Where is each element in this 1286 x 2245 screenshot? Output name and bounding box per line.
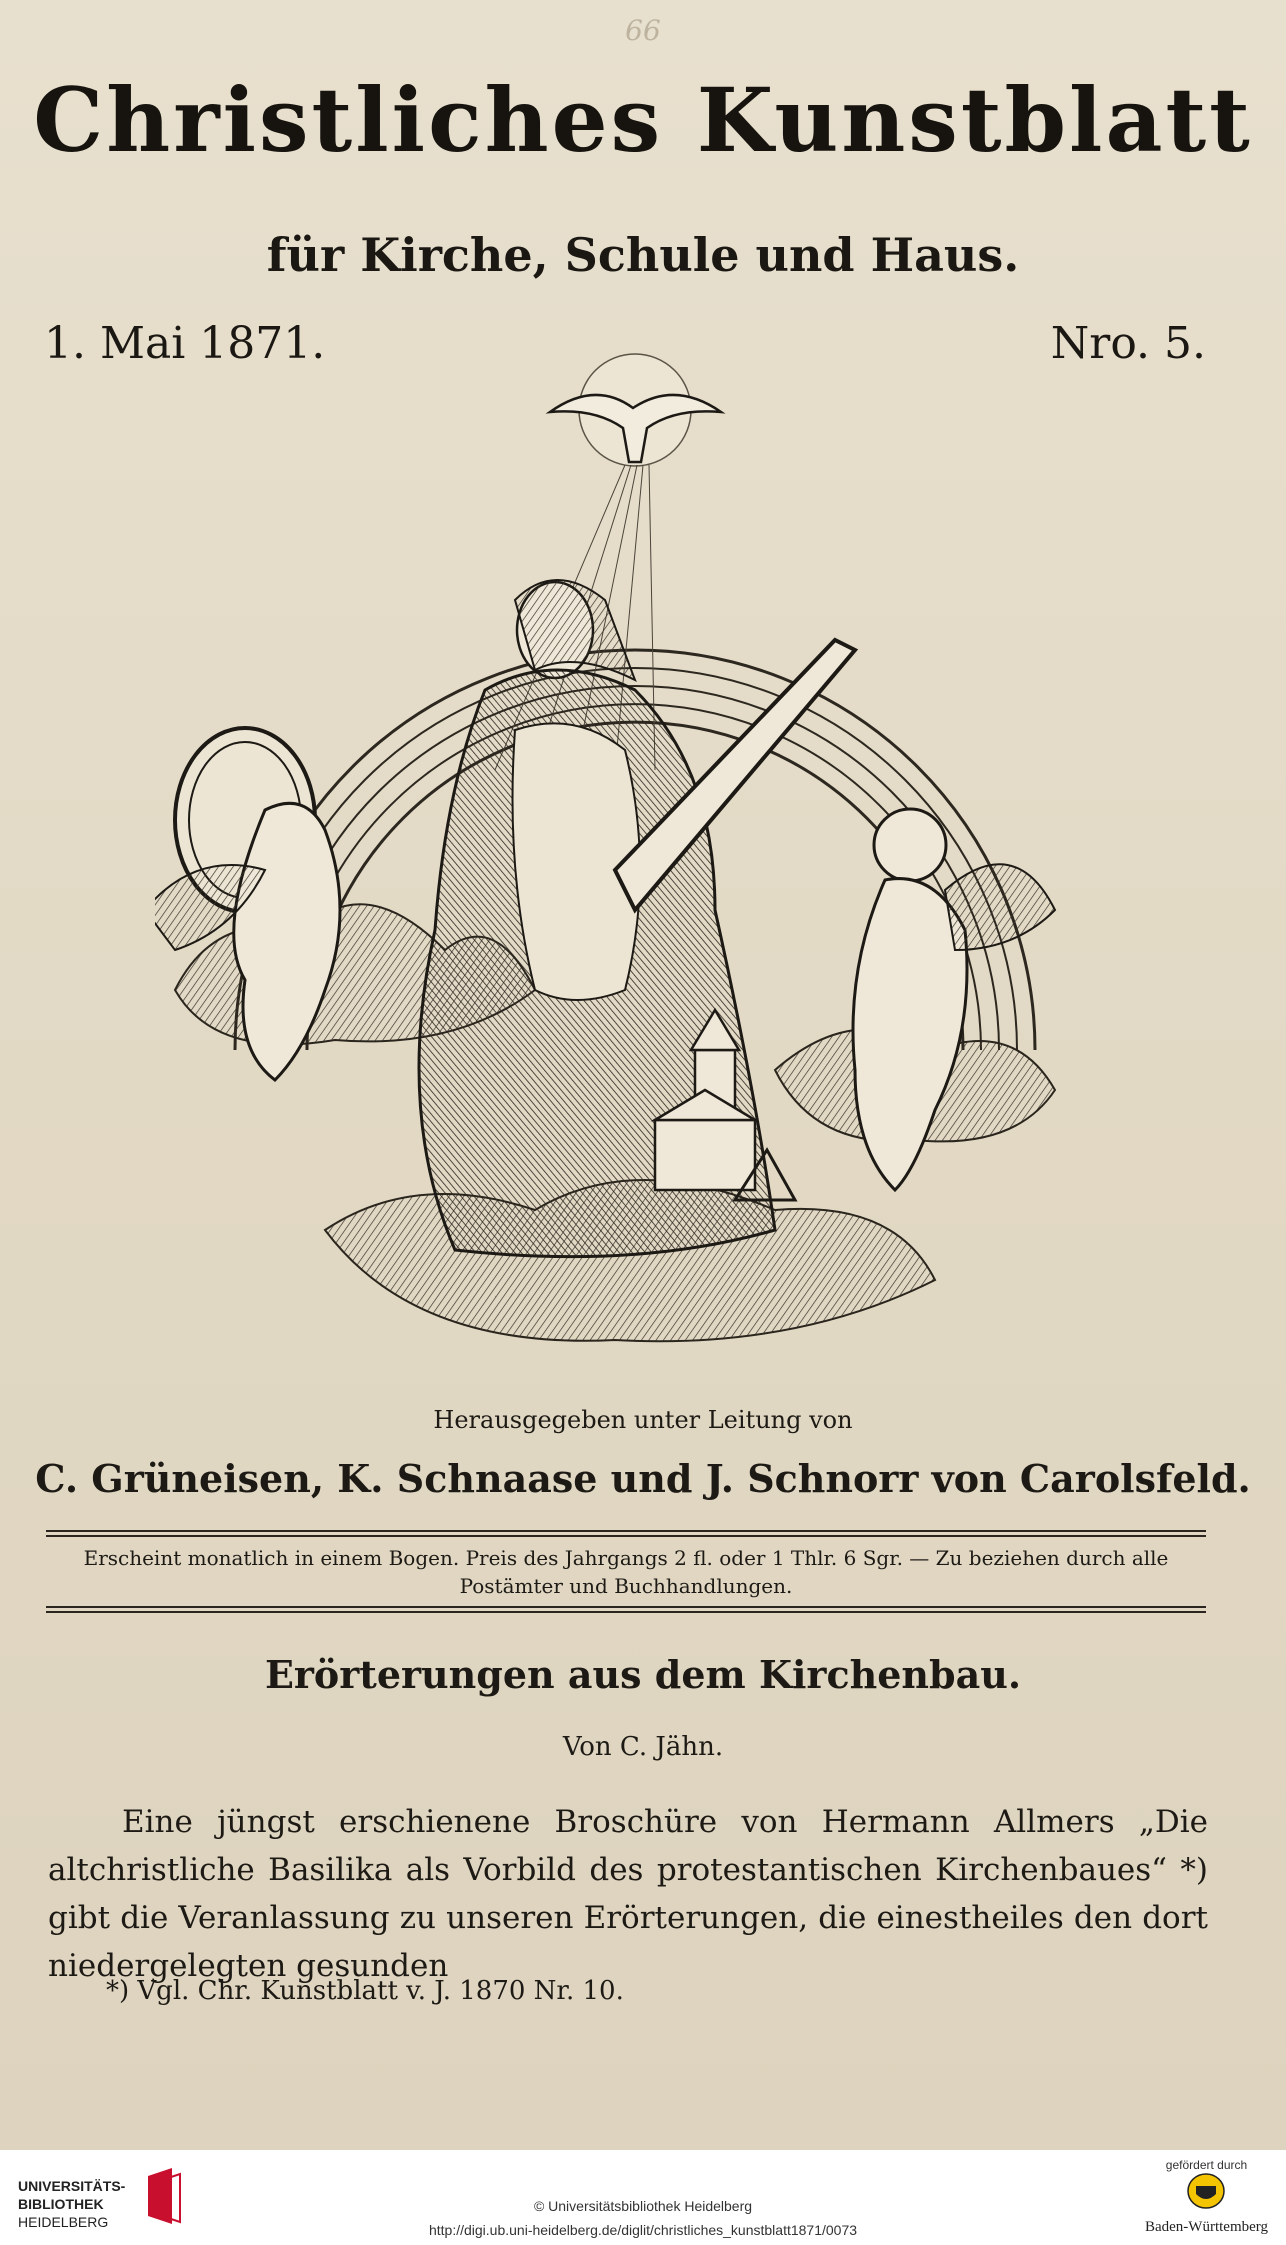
article-title: Erörterungen aus dem Kirchenbau. xyxy=(264,1652,1022,1697)
subscription-notice: Erscheint monatlich in einem Bogen. Preis des Jahrgangs 2 fl. oder 1 Thlr. 6 Sgr. — Zu beziehen durch alle Postämter und Buchhandlungen. xyxy=(83,1546,1169,1598)
permalink-url[interactable]: http://digi.ub.uni-heidelberg.de/diglit/christliches_kunstblatt1871/0073 xyxy=(428,2222,858,2238)
sponsor-block[interactable] xyxy=(1145,2158,1268,2236)
issue-number: Nro. 5. xyxy=(1050,318,1206,369)
library-name-line1: UNIVERSITÄTS- xyxy=(18,2178,126,2194)
divider-bottom-inner xyxy=(46,1611,1206,1613)
editors-line: C. Grüneisen, K. Schnaase und J. Schnorr von Carolsfeld. xyxy=(35,1456,1251,1501)
divider-top-inner xyxy=(46,1535,1206,1537)
engraving-illustration xyxy=(155,350,1115,1395)
dove-icon xyxy=(550,395,721,462)
church-model-nave xyxy=(655,1120,755,1190)
divider-top xyxy=(46,1530,1206,1532)
sponsor-name: Baden-Württemberg xyxy=(1144,2219,1268,2235)
library-name-line2: BIBLIOTHEK xyxy=(18,2196,104,2212)
edited-by-line: Herausgegeben unter Leitung von xyxy=(433,1406,853,1434)
article-byline: Von C. Jähn. xyxy=(562,1732,724,1762)
state-crest-icon xyxy=(1186,2172,1226,2210)
footnote: *) Vgl. Chr. Kunstblatt v. J. 1870 Nr. 10. xyxy=(106,1976,624,2006)
sponsor-label: gefördert durch xyxy=(1165,2158,1248,2172)
issue-date: 1. Mai 1871. xyxy=(44,318,326,369)
masthead-subtitle: für Kirche, Schule und Haus. xyxy=(266,228,1020,282)
divider-bottom xyxy=(46,1606,1206,1608)
copyright-text: © Universitätsbibliothek Heidelberg xyxy=(533,2198,753,2214)
article-body: Eine jüngst erschienene Broschüre von Hermann Allmers „Die altchristliche Basilika als Vorbild des protestantischen Kirchenbaues“ *) gibt die Veranlassung zu unseren Erörterungen, die einestheiles den dort niedergelegten gesunden xyxy=(48,1804,1208,1984)
page-number: 66 xyxy=(625,14,661,47)
library-logo-icon[interactable] xyxy=(146,2166,182,2226)
library-name-line3: HEIDELBERG xyxy=(18,2214,109,2230)
masthead-title: Christliches Kunstblatt xyxy=(33,68,1253,172)
